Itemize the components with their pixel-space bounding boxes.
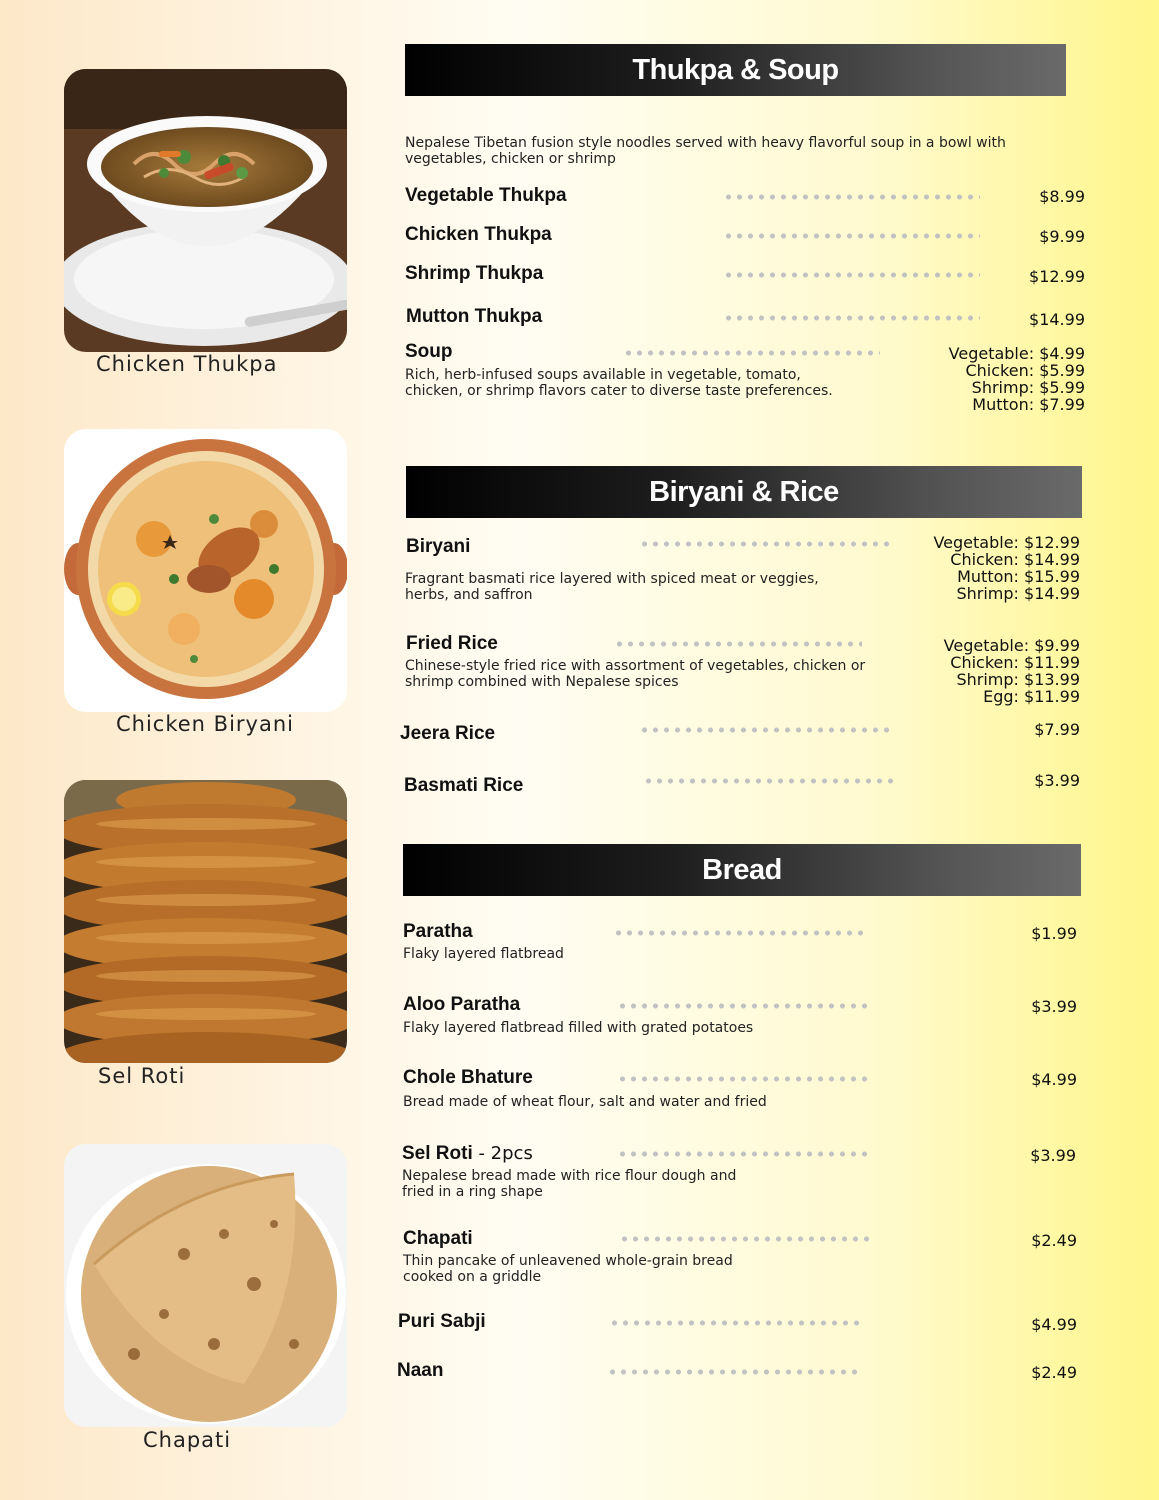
item-name-suffix: - 2pcs — [472, 1143, 533, 1164]
fried-rice-desc: Chinese-style fried rice with assortment of vegetables, chicken or shrimp combined with Nepalese spices — [405, 658, 866, 690]
dot-leader — [613, 930, 867, 936]
dot-leader — [617, 1003, 871, 1009]
item-desc: Flaky layered flatbread filled with grated potatoes — [403, 1020, 754, 1036]
dot-leader — [723, 194, 980, 200]
thukpa-intro: Nepalese Tibetan fusion style noodles served with heavy flavorful soup in a bowl with vegetables, chicken or shrimp — [405, 135, 1006, 167]
chapati-photo — [64, 1144, 347, 1427]
item-price: $14.99 — [1029, 310, 1085, 329]
bread-section-header: Bread — [403, 844, 1081, 896]
dot-leader — [609, 1320, 863, 1326]
selroti-caption: Sel Roti — [98, 1064, 186, 1088]
price-option: Mutton: $7.99 — [972, 395, 1085, 414]
soup-desc: Rich, herb-infused soups available in vegetable, tomato, chicken, or shrimp flavors cater to diverse taste preferences. — [405, 367, 833, 399]
item-name: Shrimp Thukpa — [405, 263, 544, 284]
item-price: $12.99 — [1029, 267, 1085, 286]
price-option: Vegetable: $9.99 — [943, 636, 1080, 655]
item-name-text: Sel Roti — [402, 1143, 473, 1164]
price-option: Vegetable: $4.99 — [948, 344, 1085, 363]
thukpa-section-header: Thukpa & Soup — [405, 44, 1066, 96]
item-price: $2.49 — [1031, 1363, 1077, 1382]
item-name: Naan — [397, 1360, 444, 1381]
price-option: Chicken: $11.99 — [950, 653, 1080, 672]
price-option: Shrimp: $14.99 — [956, 584, 1080, 603]
fried-rice-price-list — [880, 637, 1080, 705]
thukpa-photo — [64, 69, 347, 352]
item-price: $2.49 — [1031, 1231, 1077, 1250]
biryani-photo — [64, 429, 347, 712]
dot-leader — [643, 778, 896, 784]
thukpa-caption: Chicken Thukpa — [96, 352, 278, 376]
item-name: Mutton Thukpa — [406, 306, 543, 327]
item-desc: Bread made of wheat flour, salt and water and fried — [403, 1094, 767, 1110]
item-price: $9.99 — [1039, 227, 1085, 246]
item-name: Chapati — [403, 1228, 473, 1249]
dot-leader — [639, 727, 892, 733]
item-name: Paratha — [403, 921, 473, 942]
dot-leader — [607, 1369, 861, 1375]
item-price: $4.99 — [1031, 1070, 1077, 1089]
item-price: $8.99 — [1039, 187, 1085, 206]
item-price: $1.99 — [1031, 924, 1077, 943]
biryani-caption: Chicken Biryani — [116, 712, 294, 736]
dot-leader — [639, 541, 892, 547]
item-desc: Thin pancake of unleavened whole-grain bread cooked on a griddle — [403, 1253, 733, 1285]
dot-leader — [723, 272, 980, 278]
price-option: Vegetable: $12.99 — [933, 533, 1080, 552]
biryani-section-header: Biryani & Rice — [406, 466, 1082, 518]
biryani-desc: Fragrant basmati rice layered with spiced meat or veggies, herbs, and saffron — [405, 571, 819, 603]
dot-leader — [617, 1076, 871, 1082]
item-name: Vegetable Thukpa — [405, 185, 567, 206]
soup-name: Soup — [405, 341, 453, 362]
item-name — [402, 1143, 533, 1165]
item-name: Chole Bhature — [403, 1067, 533, 1088]
item-desc: Flaky layered flatbread — [403, 946, 564, 962]
item-price: $3.99 — [1030, 1146, 1076, 1165]
price-option: Shrimp: $5.99 — [971, 378, 1085, 397]
dot-leader — [619, 1236, 873, 1242]
item-price: $4.99 — [1031, 1315, 1077, 1334]
dot-leader — [617, 1151, 871, 1157]
price-option: Egg: $11.99 — [983, 687, 1080, 706]
item-name: Puri Sabji — [398, 1311, 486, 1332]
item-name: Aloo Paratha — [403, 994, 521, 1015]
price-option: Mutton: $15.99 — [957, 567, 1080, 586]
chapati-caption: Chapati — [143, 1428, 232, 1452]
dot-leader — [623, 350, 880, 356]
jeera-rice-name: Jeera Rice — [400, 723, 496, 744]
basmati-rice-price: $3.99 — [1034, 771, 1080, 790]
jeera-rice-price: $7.99 — [1034, 720, 1080, 739]
item-desc: Nepalese bread made with rice flour dough and fried in a ring shape — [402, 1168, 737, 1200]
fried-rice-name: Fried Rice — [406, 633, 498, 654]
item-price: $3.99 — [1031, 997, 1077, 1016]
dot-leader — [614, 641, 862, 647]
item-name: Chicken Thukpa — [405, 224, 552, 245]
price-option: Chicken: $5.99 — [965, 361, 1085, 380]
dot-leader — [723, 233, 980, 239]
soup-price-list — [885, 345, 1085, 413]
price-option: Chicken: $14.99 — [950, 550, 1080, 569]
biryani-price-list — [880, 534, 1080, 602]
selroti-photo — [64, 780, 347, 1063]
price-option: Shrimp: $13.99 — [956, 670, 1080, 689]
biryani-name: Biryani — [406, 536, 471, 557]
basmati-rice-name: Basmati Rice — [404, 775, 524, 796]
dot-leader — [723, 315, 980, 321]
